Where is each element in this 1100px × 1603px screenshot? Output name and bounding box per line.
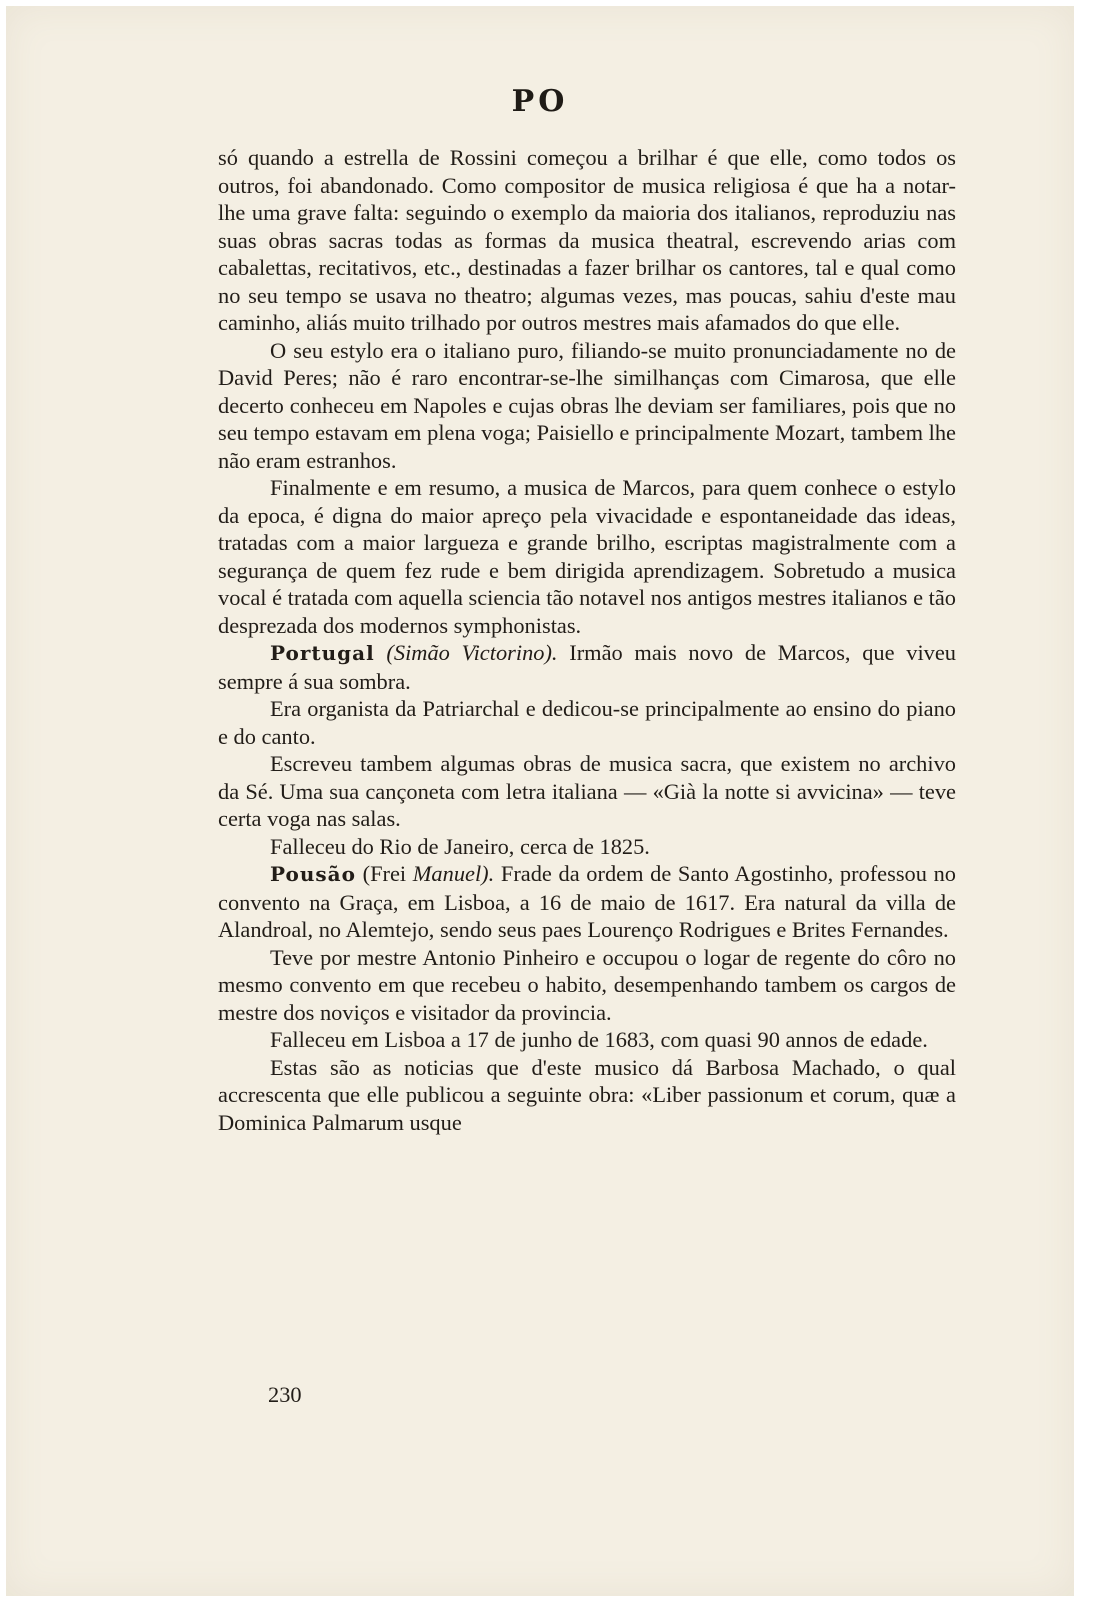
paragraph: Era organista da Patriarchal e dedicou-se principalmente ao ensino do piano e do canto. bbox=[218, 696, 956, 749]
entry-qualifier-open: (Frei bbox=[362, 861, 413, 886]
running-head: PO bbox=[511, 84, 569, 119]
entry-pousao bbox=[218, 860, 956, 944]
entry-portugal bbox=[218, 639, 956, 695]
entry-qualifier: (Simão Victorino). bbox=[386, 640, 558, 665]
paragraph: Finalmente e em resumo, a musica de Marcos, para quem conhece o estylo da epoca, é digna do maior apreço pela vivacidade e espontaneidade das ideas, tratadas com a maior largueza e grande brilho, escriptas magistralmente com a segurança de quem fez rude e bem dirigida aprendizagem. Sobretudo a musica vocal é tratada com aquella sciencia tão notavel nos antigos mestres italianos e tão desprezada dos modernos symphonistas. bbox=[218, 475, 956, 638]
book-page bbox=[6, 6, 1074, 1596]
entry-text: Frade da ordem de Santo Agostinho, professou no convento na Graça, em Lisboa, a 16 de maio de 1617. Era natural da villa de Alandroal, no Alemtejo, sendo seus paes Lourenço Rodrigues e Brites Fernandes. bbox=[218, 861, 956, 942]
paragraph: Estas são as noticias que d'este musico dá Barbosa Machado, o qual accrescenta que elle publicou a seguinte obra: «Liber passionum et corum, quæ a Dominica Palmarum usque bbox=[218, 1054, 956, 1135]
paragraph: Falleceu do Rio de Janeiro, cerca de 1825. bbox=[270, 833, 650, 859]
paragraph: Teve por mestre Antonio Pinheiro e occupou o logar de regente do côro no mesmo convento em que recebeu o habito, desempenhando tambem os cargos de mestre dos noviços e visitador da provincia. bbox=[218, 944, 956, 1025]
paragraph: só quando a estrella de Rossini começou a brilhar é que elle, como todos os outros, foi abandonado. Como compositor de musica religiosa é que ha a notar-lhe uma grave falta: seguindo o exemplo da maioria dos italianos, reproduziu nas suas obras sacras todas as formas da musica theatral, escrevendo arias com cabalettas, recitativos, etc., destinadas a fazer brilhar os cantores, tal e qual como no seu tempo se usava no theatro; algumas vezes, mas poucas, sahiu d'este mau caminho, aliás muito trilhado por outros mestres mais afamados do que elle. bbox=[218, 145, 956, 335]
paragraph: O seu estylo era o italiano puro, filiando-se muito pronunciadamente no de David Peres; não é raro encontrar-se-lhe similhanças com Cimarosa, que elle decerto conheceu em Napoles e cujas obras lhe deviam ser familiares, pois que no seu tempo estavam em plena voga; Paisiello e principalmente Mozart, tambem lhe não eram estranhos. bbox=[218, 337, 956, 473]
paragraph: Falleceu em Lisboa a 17 de junho de 1683, com quasi 90 annos de edade. bbox=[270, 1027, 928, 1052]
entry-text: Irmão mais novo de Marcos, que viveu sempre á sua sombra. bbox=[218, 640, 957, 694]
body-text bbox=[218, 144, 956, 1136]
paragraph: Escreveu tambem algumas obras de musica sacra, que existem no archivo da Sé. Uma sua cançoneta com letra italiana — «Già la notte si avvicina» — teve certa voga nas salas. bbox=[218, 751, 956, 831]
entry-qualifier-italic: Manuel). bbox=[412, 861, 495, 886]
page-number: 230 bbox=[268, 1382, 302, 1407]
entry-name: Pousão bbox=[270, 862, 356, 886]
entry-name: Portugal bbox=[270, 641, 375, 665]
